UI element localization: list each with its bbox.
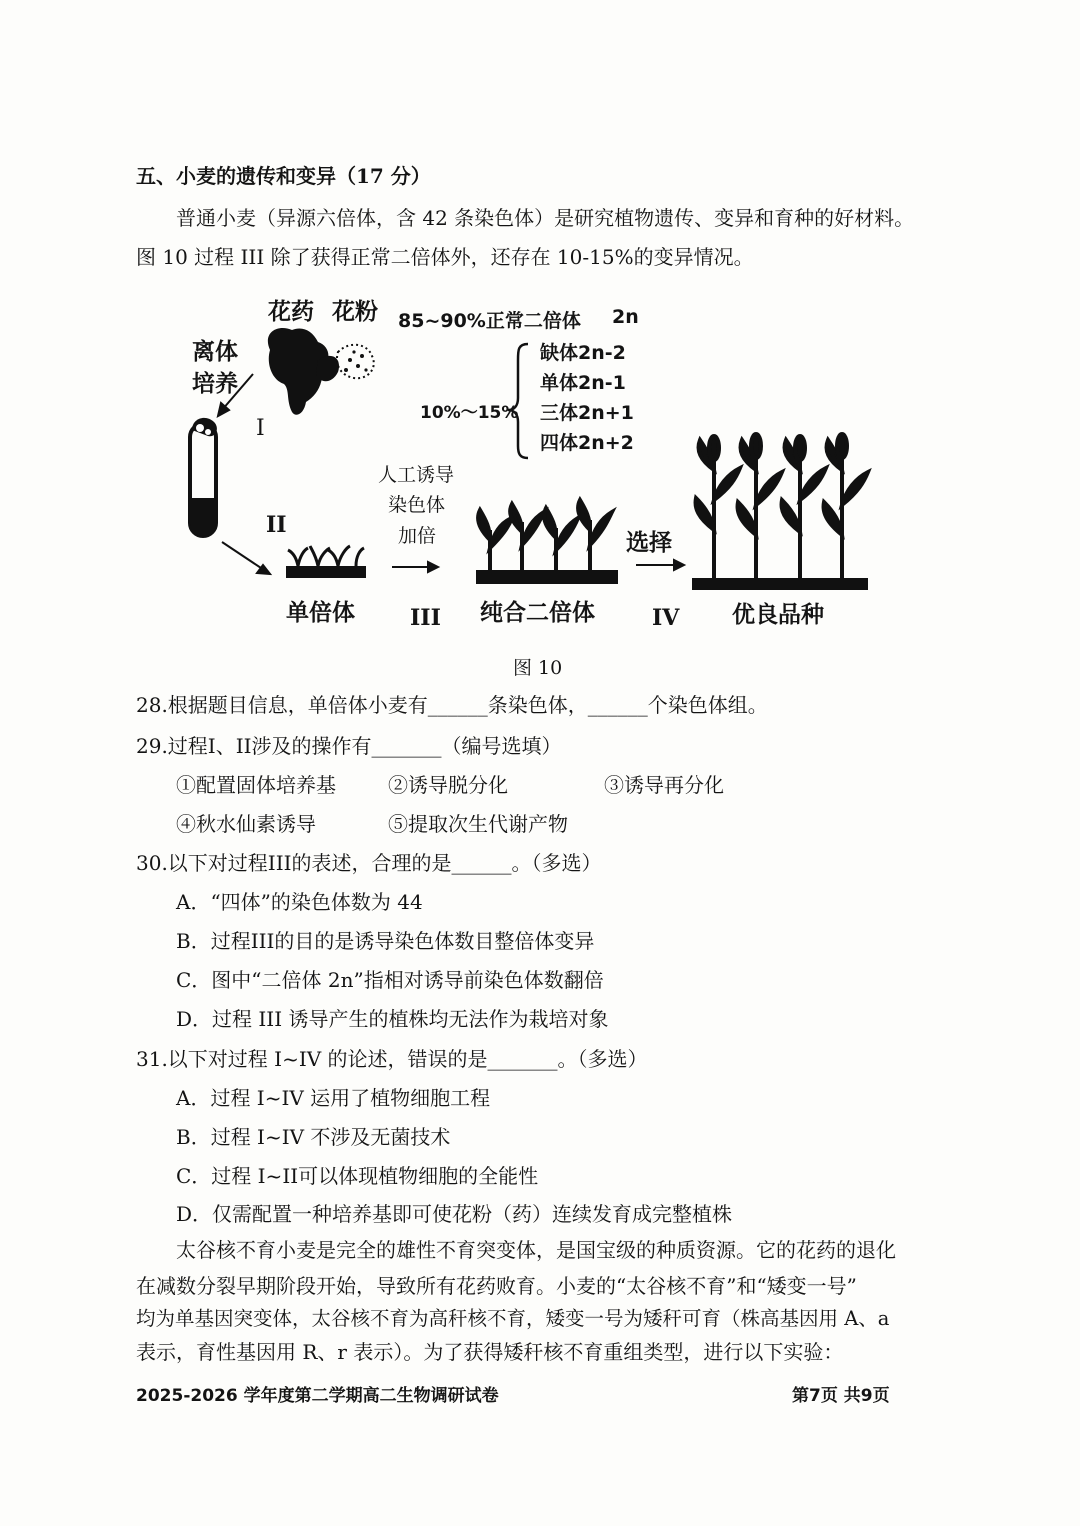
q30-option-a: A．“四体”的染色体数为 44 bbox=[176, 890, 423, 914]
arrow-process-3 bbox=[392, 562, 438, 572]
haploid-label: 单倍体 bbox=[286, 600, 355, 626]
pollen-illustration bbox=[337, 345, 374, 378]
stage-2-label: II bbox=[266, 512, 287, 538]
q29-option-2: ②诱导脱分化 bbox=[388, 773, 508, 797]
variant-percent-label: 10%～15% bbox=[420, 403, 519, 423]
q29-option-3: ③诱导再分化 bbox=[604, 773, 724, 797]
fine-variety-label: 优良品种 bbox=[732, 602, 824, 628]
fine-variety-plants bbox=[692, 434, 868, 590]
isolate-label-2: 培养 bbox=[192, 371, 238, 397]
intro-line-1: 普通小麦（异源六倍体，含 42 条染色体）是研究植物遗传、变异和育种的好材料。 bbox=[176, 206, 915, 230]
section-title: 五、小麦的遗传和变异（17 分） bbox=[136, 164, 431, 188]
footer-exam-title: 2025-2026 学年度第二学期高二生物调研试卷 bbox=[136, 1386, 499, 1406]
passage-line-2: 在减数分裂早期阶段开始，导致所有花药败育。小麦的“太谷核不育”和“矮变一号” bbox=[136, 1274, 857, 1298]
test-tube-illustration bbox=[190, 418, 217, 536]
select-label: 选择 bbox=[626, 530, 672, 556]
passage-line-1: 太谷核不育小麦是完全的雄性不育突变体，是国宝级的种质资源。它的花药的退化 bbox=[176, 1238, 896, 1262]
induce-label-1: 人工诱导 bbox=[378, 464, 455, 486]
q31-option-d: D．仅需配置一种培养基即可使花粉（药）连续发育成完整植株 bbox=[176, 1202, 733, 1226]
q31-option-b: B．过程 I~IV 不涉及无菌技术 bbox=[176, 1125, 451, 1149]
diploid-plants bbox=[476, 500, 618, 584]
pure-diploid-label: 纯合二倍体 bbox=[480, 600, 595, 626]
stage-3-label: III bbox=[410, 605, 441, 631]
anther-label: 花药 bbox=[268, 299, 314, 325]
stage-4-label: IV bbox=[652, 605, 680, 631]
question-30: 30.以下对过程III的表述，合理的是______。（多选） bbox=[136, 851, 602, 875]
question-28: 28.根据题目信息，单倍体小麦有______条染色体，______个染色体组。 bbox=[136, 693, 768, 717]
variant-tetrasomic: 四体2n+2 bbox=[540, 432, 634, 454]
variant-trisomic: 三体2n+1 bbox=[540, 402, 634, 424]
stage-1-label: I bbox=[256, 416, 265, 441]
question-31: 31.以下对过程 I~IV 的论述，错误的是_______。（多选） bbox=[136, 1047, 648, 1071]
q29-option-5: ⑤提取次生代谢产物 bbox=[388, 812, 568, 836]
arrow-to-haploid bbox=[222, 542, 270, 574]
isolate-label-1: 离体 bbox=[192, 339, 238, 365]
pollen-label: 花粉 bbox=[332, 299, 378, 325]
variant-nullisomic: 缺体2n-2 bbox=[540, 342, 626, 364]
q31-option-a: A．过程 I~IV 运用了植物细胞工程 bbox=[176, 1086, 491, 1110]
q30-option-c: C．图中“二倍体 2n”指相对诱导前染色体数翻倍 bbox=[176, 968, 604, 992]
arrow-process-4 bbox=[636, 560, 684, 570]
footer-page-number: 第7页 共9页 bbox=[792, 1386, 890, 1406]
q29-option-1: ①配置固体培养基 bbox=[176, 773, 336, 797]
passage-line-4: 表示，育性基因用 R、r 表示）。为了获得矮秆核不育重组类型，进行以下实验： bbox=[136, 1340, 844, 1364]
passage-line-3: 均为单基因突变体，太谷核不育为高秆核不育，矮变一号为矮秆可育（株高基因用 A、a bbox=[136, 1307, 890, 1330]
question-29: 29.过程I、II涉及的操作有_______（编号选填） bbox=[136, 734, 562, 758]
haploid-seedlings bbox=[286, 546, 366, 578]
q29-option-4: ④秋水仙素诱导 bbox=[176, 812, 316, 836]
normal-2n-label: 2n bbox=[612, 306, 639, 328]
anther-illustration bbox=[268, 328, 339, 415]
induce-label-3: 加倍 bbox=[398, 525, 437, 547]
induce-label-2: 染色体 bbox=[388, 494, 446, 516]
q30-option-b: B．过程III的目的是诱导染色体数目整倍体变异 bbox=[176, 929, 595, 953]
q30-option-d: D．过程 III 诱导产生的植株均无法作为栽培对象 bbox=[176, 1007, 609, 1031]
variant-monosomic: 单体2n-1 bbox=[540, 372, 626, 394]
figure-caption: 图 10 bbox=[513, 657, 563, 679]
normal-diploid-label: 85~90%正常二倍体 bbox=[398, 310, 581, 332]
q31-option-c: C．过程 I~II可以体现植物细胞的全能性 bbox=[176, 1164, 539, 1188]
intro-line-2: 图 10 过程 III 除了获得正常二倍体外，还存在 10-15%的变异情况。 bbox=[136, 245, 754, 269]
